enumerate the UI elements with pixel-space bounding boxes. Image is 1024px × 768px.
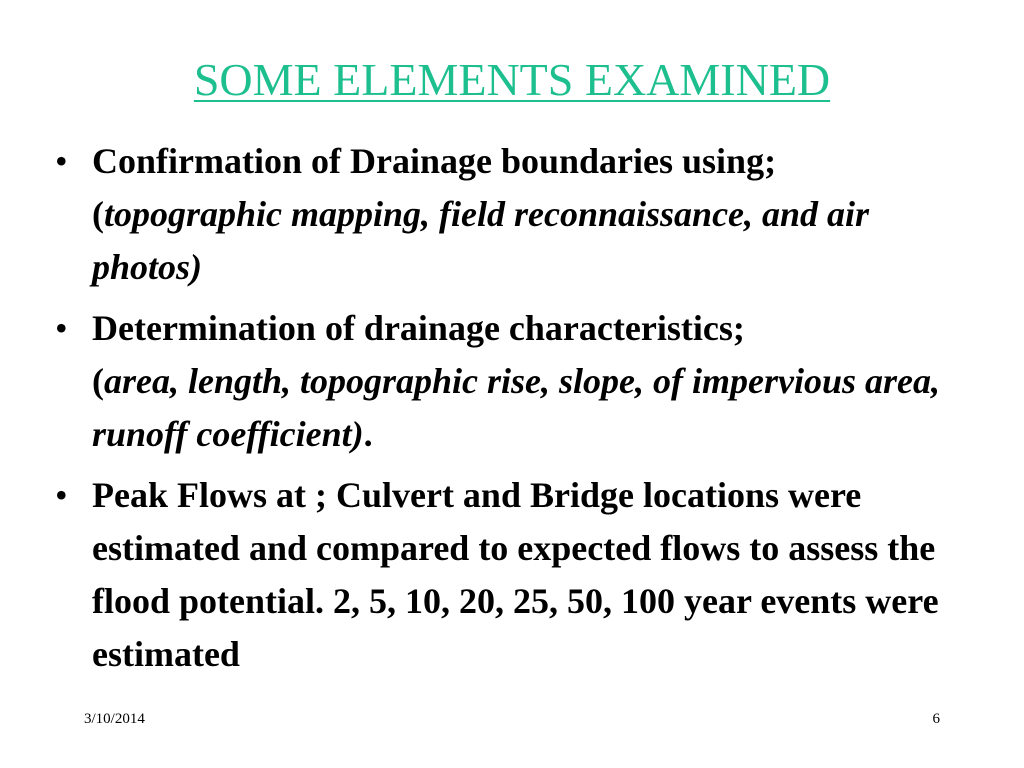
footer-page-number: 6 bbox=[932, 711, 940, 727]
bullet-icon: • bbox=[55, 475, 68, 515]
bullet-lead-text: Determination of drainage characteristics; bbox=[92, 308, 745, 348]
bullet-item-peak-flows bbox=[55, 469, 985, 681]
bullet-lead-text: Confirmation of Drainage boundaries using; bbox=[92, 141, 777, 181]
bullet-detail-text: area, length, topographic rise, slope, of impervious area, runoff coefficient) bbox=[92, 361, 940, 454]
footer-date: 3/10/2014 bbox=[84, 711, 145, 727]
bullet-open-paren: ( bbox=[92, 194, 104, 234]
slide-title: SOME ELEMENTS EXAMINED bbox=[193, 54, 831, 105]
bullet-list bbox=[55, 135, 985, 689]
bullet-detail-text: topographic mapping, field reconnaissance, and air photos) bbox=[92, 194, 870, 287]
bullet-close-text: . bbox=[363, 414, 373, 454]
bullet-item-drainage-boundaries bbox=[55, 135, 985, 294]
bullet-icon: • bbox=[55, 141, 68, 181]
bullet-item-drainage-characteristics bbox=[55, 302, 985, 461]
bullet-open-paren: ( bbox=[92, 361, 104, 401]
bullet-icon: • bbox=[55, 308, 68, 348]
bullet-lead-text: Peak Flows at ; Culvert and Bridge locations were estimated and compared to expected flows to assess the flood potential. 2, 5, 10, 20, 25, 50, 100 year events were estimated bbox=[92, 475, 939, 674]
